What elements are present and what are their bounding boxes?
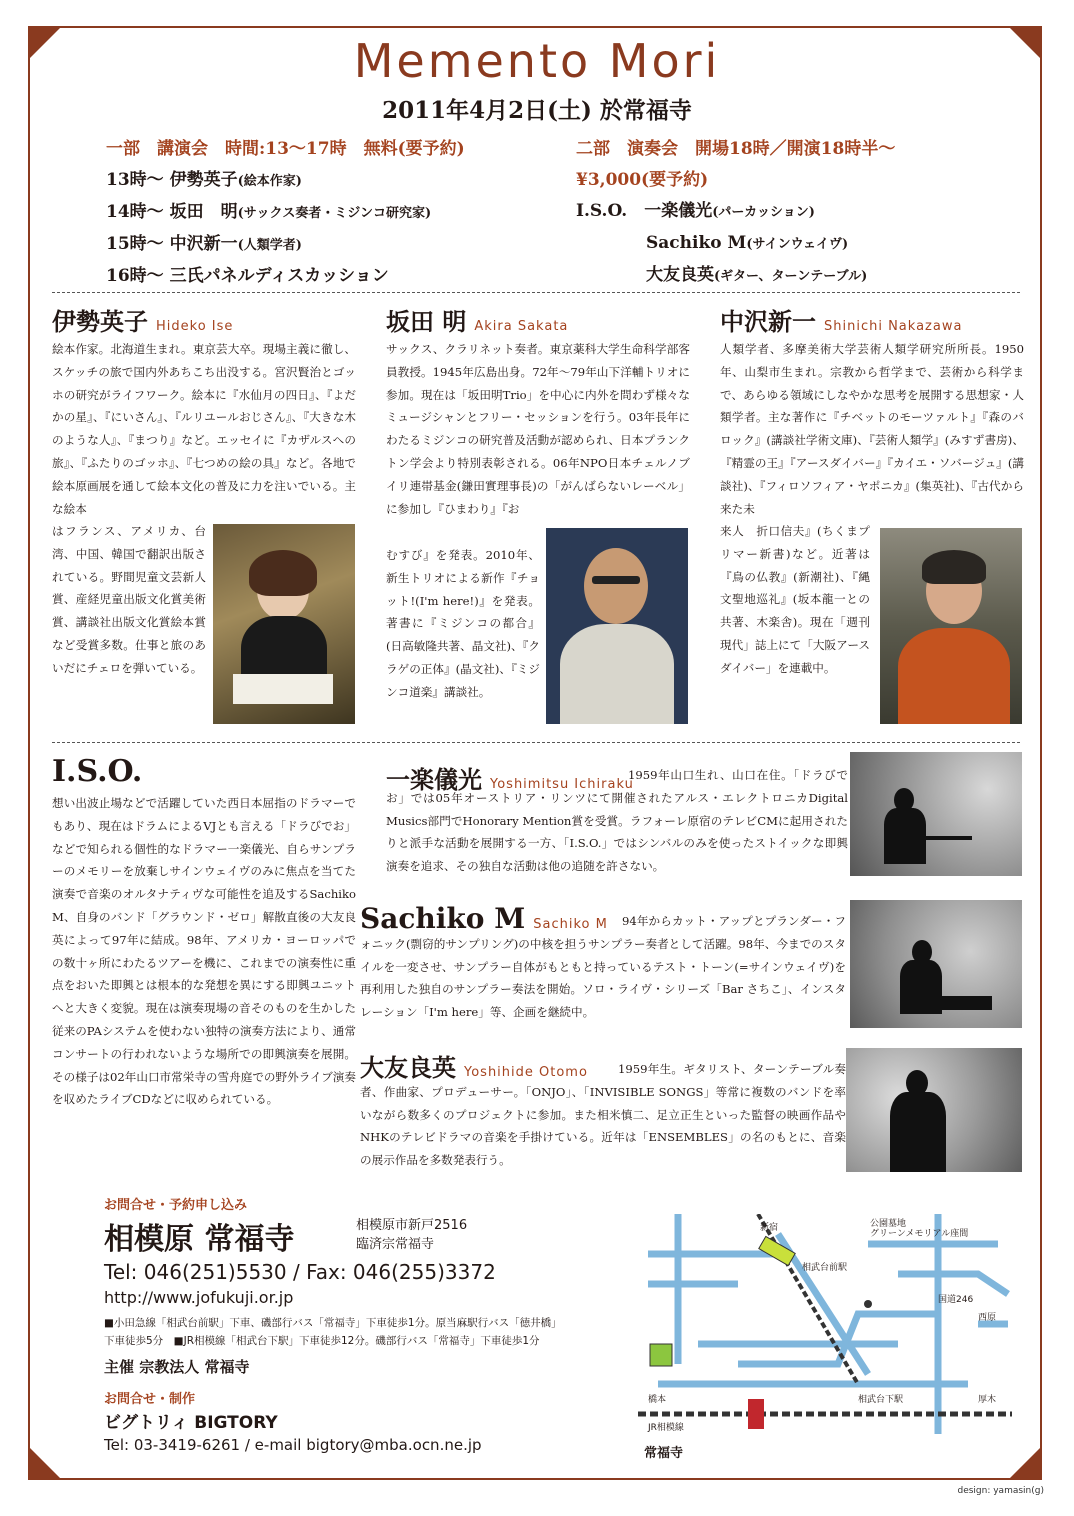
map-label: JR相模線	[648, 1423, 684, 1433]
member-bio: 1959年山口生れ、山口在住。「ドラびでお」では05年オーストリア・リンツにて開催されたアルス・エレクトロニカDigital Musics部門でHonorary Mention賞を受賞。ラフォーレ原宿のテレビCMに起用されたりと派手な活動を展開する一方、「I.S.O.」ではシンバルのみを使ったストイックな即興演奏を追求、その独自な活動は他の追随を許さない。	[386, 768, 848, 874]
corner-ornament	[1008, 1446, 1042, 1480]
member-bio: 94年からカット・アップとプランダー・フォニック(剽窃的サンプリング)の中核を担うサンプラー奏者として活躍。98年、今までのスタイルを一変させ、サンプラー自体がもともと持っているテスト・トーン(=サインウェイヴ)を再利用した独自のサンプラー奏法を開始。ソロ・ライヴ・シリーズ「Bar さちこ」、インスタレーション「I'm here」等、企画を継続中。	[360, 914, 846, 1020]
organizer: 主催 宗教法人 常福寺	[104, 1358, 250, 1376]
speaker-name: 中沢新一 Shinichi Nakazawa	[720, 307, 963, 336]
venue-address: 相模原市新戸2516 臨済宗常福寺	[356, 1218, 468, 1252]
access-info: ■小田急線「相武台前駅」下車、磯部行バス「常福寺」下車徒歩1分。原当麻駅行バス「徳井橋」 下車徒歩5分 ■JR相模線「相武台下駅」下車徒歩12分。磯部行バス「常福寺」下車徒歩1分	[104, 1317, 562, 1347]
member-photo	[850, 900, 1022, 1028]
map-label: 国道246	[938, 1295, 974, 1305]
map-label: 相武台下駅	[858, 1395, 904, 1405]
map-label: 新宿	[760, 1223, 779, 1233]
map-label-temple: 常福寺	[644, 1446, 684, 1461]
map-label: グリーンメモリアル座間	[870, 1229, 969, 1239]
production-label: お問合せ・制作	[104, 1392, 196, 1407]
speaker-bio: はフランス、アメリカ、台湾、中国、韓国で翻訳出版されている。野間児童文芸新人賞、産経児童出版文化賞美術賞、講談社出版文化賞絵本賞など受賞多数。仕事と旅のあいだにチェロを弾いている。	[52, 524, 206, 675]
member-name: 一楽儀光 Yoshimitsu Ichiraku	[386, 765, 634, 794]
part1-item: 13時〜 伊勢英子(絵本作家)	[106, 170, 302, 190]
part1-item: 14時〜 坂田 明(サックス奏者・ミジンコ研究家)	[106, 202, 432, 222]
production-name: ビグトリィ BIGTORY	[104, 1413, 278, 1433]
member-photo	[850, 752, 1022, 876]
divider	[52, 292, 1020, 293]
part1-item: 15時〜 中沢新一(人類学者)	[106, 234, 302, 254]
access-map	[638, 1214, 1012, 1461]
part2-member: I.S.O. 一楽儀光(パーカッション)	[576, 201, 815, 221]
speaker-bio: 人類学者、多摩美術大学芸術人類学研究所所長。1950年、山梨市生まれ。宗教から哲学まで、芸術から科学まで、あらゆる領域にしなやかな思考を展開する思想家・人類学者。主な著作に『チベットのモーツァルト』『森のバロック』(講談社学術文庫)、『芸術人類学』(みすず書房)、『精霊の王』『アースダイバー』『カイエ・ソバージュ』(講談社)、『フィロソフィア・ヤポニカ』(集英社)、『古代から来た未	[720, 342, 1024, 516]
speaker-bio: 来人 折口信夫』(ちくまプリマー新書)など。近著は『鳥の仏教』(新潮社)、『縄文聖地巡礼』(坂本龍一との共著、木楽舎)。現在「週刊現代」誌上にて「大阪アースダイバー」を連載中。	[720, 524, 870, 675]
divider	[52, 742, 1020, 743]
member-bio: 1959年生。ギタリスト、ターンテーブル奏者、作曲家、プロデューサー。「ONJO」、「INVISIBLE SONGS」等常に複数のバンドを率いながら数多くのプロジェクトに参加。また相米慎二、足立正生といった監督の映画作品やNHKのテレビドラマの音楽を手掛けている。近年は「ENSEMBLES」の名のもとに、音楽の展示作品を多数発表行う。	[360, 1062, 846, 1168]
map-label: 橋本	[648, 1395, 667, 1405]
part1-heading: 一部 講演会 時間:13〜17時 無料(要予約)	[106, 139, 465, 159]
map-label: 相武台前駅	[802, 1263, 848, 1273]
part2-member: 大友良英(ギター、ターンテーブル)	[646, 265, 868, 285]
member-photo	[846, 1048, 1022, 1172]
corner-ornament	[28, 1446, 62, 1480]
speaker-photo	[546, 528, 688, 724]
production-contact: Tel: 03-3419-6261 / e-mail bigtory@mba.ocn.ne.jp	[104, 1436, 482, 1454]
member-name: 大友良英 Yoshihide Otomo	[360, 1053, 588, 1082]
speaker-photo	[880, 528, 1022, 724]
speaker-bio: むすび』を発表。2010年、新生トリオによる新作『チョット!(I'm here!)』を発表。著書に『ミジンコの都合』(日高敏隆共著、晶文社)、『クラゲの正体』(晶文社)、『ミジンコ道楽』講談社。	[386, 548, 540, 699]
venue-name: 相模原 常福寺	[104, 1222, 295, 1257]
speaker-name: 伊勢英子 Hideko Ise	[52, 307, 234, 336]
part2-heading: 二部 演奏会 開場18時／開演18時半〜	[576, 139, 896, 159]
part1-item: 16時〜 三氏パネルディスカッション	[106, 266, 389, 286]
speaker-bio: 絵本作家。北海道生まれ。東京芸大卒。現場主義に徹し、スケッチの旅で国内外あちこち出没する。宮沢賢治とゴッホの研究がライフワーク。絵本に『水仙月の四日』、『よだかの星』、『にいさん』、『ルリユールおじさん』、『大きな木のような人』、『まつり』など。エッセイに『カザルスへの旅』、『ふたりのゴッホ』、『七つめの絵の具』など。各地で絵本原画展を通して絵本文化の普及に力を注いでいる。主な絵本	[52, 342, 356, 516]
part2-member: Sachiko M(サインウェイヴ)	[646, 233, 849, 253]
iso-description: 想い出波止場などで活躍していた西日本屈指のドラマーでもあり、現在はドラムによるVJとも言える「ドラびでお」などで知られる個性的なドラマー一楽儀光、自らサンプラーのメモリーを放棄しサインウェイヴのみに焦点を当てた演奏で音楽のオルタナティヴな可能性を追及するSachiko M、自身のバンド「グラウンド・ゼロ」解散直後の大友良英によって97年に結成。98年、アメリカ・ヨーロッパでの数十ヶ所にわたるツアーを機に、これまでの演奏性に重点をおいた即興とは根本的な発想を異にする即興ユニットへと大きく変貌。現在は演奏現場の音そのものを生かした従来のPAシステムを使わない独特の演奏方法により、通常コンサートの行われないような場所での即興演奏を展開。その様子は02年山口市常栄寺の雪舟庭での野外ライブ演奏を収めたライブCDなどに収められている。	[52, 796, 356, 1107]
event-date: 2011年4月2日(土) 於常福寺	[382, 97, 692, 124]
speaker-name: 坂田 明 Akira Sakata	[386, 307, 569, 336]
design-credit: design: yamasin(g)	[957, 1486, 1044, 1496]
member-name: Sachiko M Sachiko M	[360, 902, 608, 935]
program-part1	[106, 134, 465, 292]
map-label: 西原	[978, 1313, 997, 1323]
part2-price: ¥3,000(要予約)	[576, 170, 709, 190]
venue-phone: Tel: 046(251)5530 / Fax: 046(255)3372	[104, 1260, 496, 1284]
program-part2	[576, 134, 895, 292]
speaker-photo	[213, 524, 355, 724]
map-label: 厚木	[978, 1395, 997, 1405]
inquiry-label: お問合せ・予約申し込み	[104, 1198, 248, 1213]
venue-url[interactable]: http://www.jofukuji.or.jp	[104, 1288, 294, 1307]
map-label: 公園墓地	[870, 1219, 907, 1229]
iso-title: I.S.O.	[52, 754, 143, 789]
speaker-bio: サックス、クラリネット奏者。東京薬科大学生命科学部客員教授。1945年広島出身。72年〜79年山下洋輔トリオに参加。現在は「坂田明Trio」を中心に内外を問わず様々なミュージシャンとフリー・セッションを行う。03年長年にわたるミジンコの研究普及活動が認められ、日本プランクトン学会より特別表彰される。06年NPO日本チェルノブイリ連帯基金(鎌田實理事長)の「がんばらないレーベル」に参加し『ひまわり』『お	[386, 342, 690, 516]
event-title: Memento Mori	[353, 34, 721, 88]
